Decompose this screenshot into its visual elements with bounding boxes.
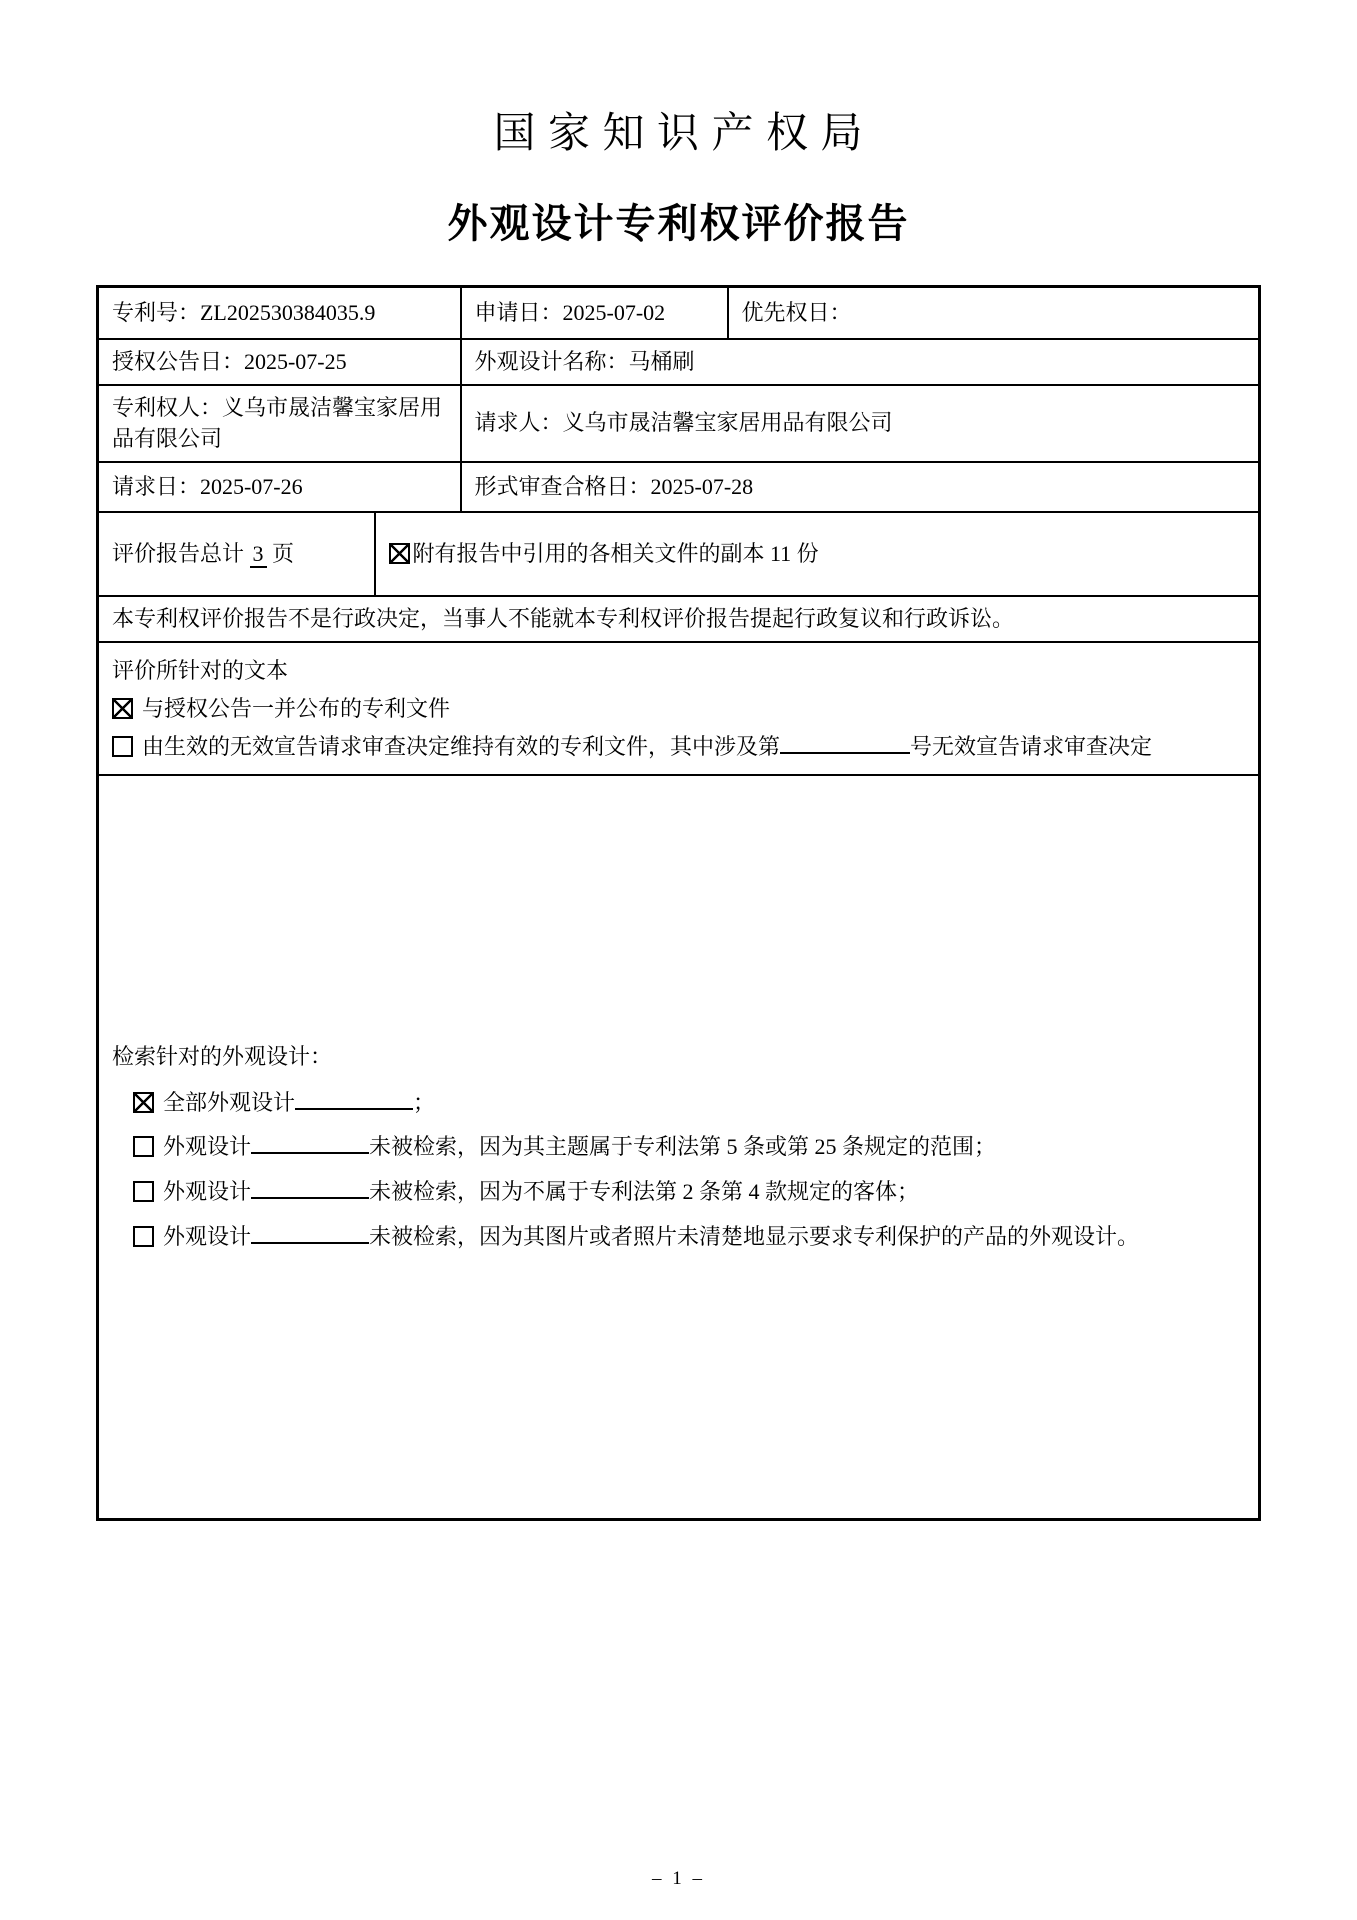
- cell-text-basis: [97, 642, 1259, 775]
- row-text-basis: [97, 642, 1259, 775]
- attachment-label: 附有报告中引用的各相关文件的副本 11 份: [412, 541, 819, 567]
- agency-title: 国 家 知 识 产 权 局: [493, 111, 864, 157]
- search-option1-label-pre: 全部外观设计: [162, 1089, 295, 1115]
- field-apply-date: 申请日：2025-07-02: [474, 299, 666, 325]
- report-title: 外观设计专利权评价报告: [447, 201, 910, 246]
- search-option3-label-post: 未被检索，因为不属于专利法第 2 条第 4 款规定的客体；: [369, 1179, 920, 1205]
- text-basis-option2-label-pre: 由生效的无效宣告请求审查决定维持有效的专利文件，其中涉及第: [141, 733, 780, 759]
- search-option2-blank-line: [251, 1150, 369, 1154]
- report-pages-prefix: 评价报告总计: [111, 541, 244, 567]
- report-pages-count: 3: [250, 541, 267, 568]
- field-grant-date: 授权公告日：2025-07-25: [111, 348, 347, 374]
- cell-attachments: [375, 512, 1259, 596]
- cell-request-date: [97, 462, 460, 512]
- cell-report-pages: [97, 512, 375, 596]
- cell-notice: [97, 596, 1259, 642]
- row-summary: [97, 512, 1259, 596]
- search-option4-blank-line: [251, 1240, 369, 1244]
- search-scope-options: [112, 1087, 1245, 1254]
- text-basis-option2-checkbox: [112, 736, 133, 757]
- row-search-scope: [97, 775, 1259, 1519]
- field-design-name: 外观设计名称：马桶刷: [474, 348, 695, 374]
- cell-apply-date: [461, 287, 728, 339]
- cell-patentee: [97, 385, 460, 463]
- search-option4-label-pre: 外观设计: [162, 1224, 251, 1250]
- search-option-excluded-article5: [133, 1131, 1245, 1163]
- text-basis-option1-label: 与授权公告一并公布的专利文件: [141, 695, 450, 721]
- cell-grant-date: [97, 339, 460, 385]
- text-basis-option2-label-post: 号无效宣告请求审查决定: [910, 733, 1153, 759]
- search-option4-label-post: 未被检索，因为其图片或者照片未清楚地显示要求专利保护的产品的外观设计。: [369, 1224, 1140, 1250]
- report-table: [96, 285, 1261, 1521]
- cell-priority-date: [728, 287, 1260, 339]
- search-option3-checkbox: [133, 1181, 154, 1202]
- search-option1-checkbox: [133, 1092, 154, 1113]
- text-basis-option2-blank-line: [780, 750, 910, 754]
- text-basis-title: 评价所针对的文本: [111, 657, 288, 683]
- field-requester: 请求人：义乌市晟洁馨宝家居用品有限公司: [474, 410, 893, 436]
- field-priority-date: 优先权日：: [741, 299, 852, 325]
- text-basis-option-published: [112, 693, 1245, 725]
- search-option2-label-pre: 外观设计: [162, 1134, 251, 1160]
- cell-search-scope: [97, 775, 1259, 1519]
- search-option4-checkbox: [133, 1226, 154, 1247]
- search-option1-blank-line: [295, 1106, 413, 1110]
- search-option3-label-pre: 外观设计: [162, 1179, 251, 1205]
- text-basis-option1-checkbox: [112, 698, 133, 719]
- search-option1-label-post: ；: [413, 1089, 436, 1115]
- row-parties: [97, 385, 1259, 463]
- search-option2-label-post: 未被检索，因为其主题属于专利法第 5 条或第 25 条规定的范围；: [369, 1134, 997, 1160]
- cell-patent-no: [97, 287, 460, 339]
- cell-requester: [461, 385, 1260, 463]
- search-option-all-designs: [133, 1087, 1245, 1119]
- search-option2-checkbox: [133, 1136, 154, 1157]
- search-scope-title: 检索针对的外观设计：: [111, 1043, 332, 1069]
- field-formal-exam-date: 形式审查合格日：2025-07-28: [474, 474, 754, 500]
- field-patentee: 专利权人：义乌市晟洁馨宝家居用品有限公司: [111, 394, 442, 452]
- search-option-excluded-article2: [133, 1176, 1245, 1208]
- row-notice: [97, 596, 1259, 642]
- cell-formal-exam-date: [461, 462, 1260, 512]
- field-patent-no: 专利号：ZL202530384035.9: [111, 299, 376, 325]
- page-number: – 1 –: [652, 1868, 705, 1889]
- notice-text: 本专利权评价报告不是行政决定，当事人不能就本专利权评价报告提起行政复议和行政诉讼。: [111, 606, 1014, 632]
- report-pages-suffix: 页: [272, 541, 295, 567]
- search-option-excluded-unclear: [133, 1221, 1245, 1253]
- row-request-dates: [97, 462, 1259, 512]
- field-request-date: 请求日：2025-07-26: [111, 474, 303, 500]
- text-basis-option-invalidation: [112, 731, 1245, 763]
- attachment-checkbox: [389, 543, 410, 564]
- search-option3-blank-line: [251, 1195, 369, 1199]
- row-patent-info: [97, 287, 1259, 339]
- cell-design-name: [461, 339, 1260, 385]
- row-grant-info: [97, 339, 1259, 385]
